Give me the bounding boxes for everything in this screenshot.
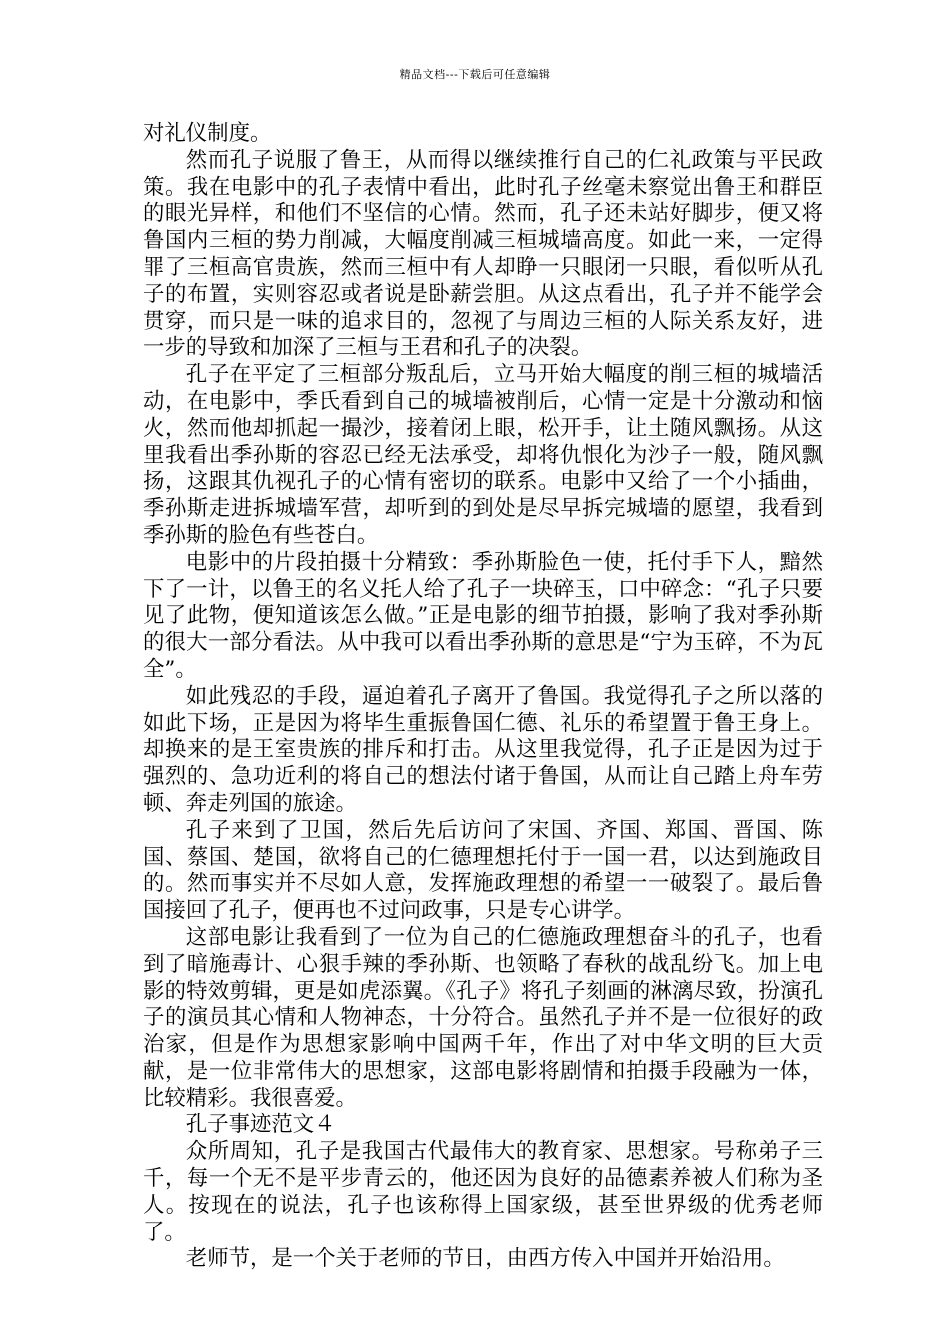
paragraph: 如此残忍的手段，逼迫着孔子离开了鲁国。我觉得孔子之所以落的如此下场，正是因为将毕生重振鲁国仁德、礼乐的希望置于鲁王身上。却换来的是王室贵族的排斥和打击。从这里我觉得，孔子正是因为过于强烈的、急功近利的将自己的想法付诸于鲁国，从而让自己踏上舟车劳顿、奔走列国的旅途。 <box>143 683 823 816</box>
paragraph: 众所周知，孔子是我国古代最伟大的教育家、思想家。号称弟子三千，每一个无不是平步青云的，他还因为良好的品德素养被人们称为圣人。按现在的说法，孔子也该称得上国家级，甚至世界级的优秀老师了。 <box>143 1139 823 1245</box>
paragraph: 电影中的片段拍摄十分精致：季孙斯脸色一使，托付手下人，黯然下了一计，以鲁王的名义托人给了孔子一块碎玉，口中碎念：“孔子只要见了此物，便知道该怎么做。”正是电影的细节拍摄，影响了我对季孙斯的很大一部分看法。从中我可以看出季孙斯的意思是“宁为玉碎，不为瓦全”。 <box>143 549 823 682</box>
paragraph: 这部电影让我看到了一位为自己的仁德施政理想奋斗的孔子，也看到了暗施毒计、心狠手辣的季孙斯、也领略了春秋的战乱纷飞。加上电影的特效剪辑，更是如虎添翼。《孔子》将孔子刻画的淋漓尽致，扮演孔子的演员其心情和人物神态，十分符合。虽然孔子并不是一位很好的政治家，但是作为思想家影响中国两千年，作出了对中华文明的巨大贡献，是一位非常伟大的思想家，这部电影将剧情和拍摄手段融为一体，比较精彩。我很喜爱。 <box>143 924 823 1111</box>
document-body <box>143 121 823 1273</box>
paragraph: 孔子来到了卫国，然后先后访问了宋国、齐国、郑国、晋国、陈国、蔡国、楚国，欲将自己的仁德理想托付于一国一君，以达到施政目的。然而事实并不尽如人意，发挥施政理想的希望一一破裂了。最后鲁国接回了孔子，便再也不过问政事，只是专心讲学。 <box>143 817 823 924</box>
paragraph-continuation: 对礼仪制度。 <box>143 121 272 146</box>
page-header: 精品文档---下载后可任意编辑 <box>399 68 551 81</box>
paragraph: 然而孔子说服了鲁王，从而得以继续推行自己的仁礼政策与平民政策。我在电影中的孔子表情中看出，此时孔子丝毫未察觉出鲁王和群臣的眼光异样，和他们不坚信的心情。然而，孔子还未站好脚步，便又将鲁国内三桓的势力削减，大幅度削减三桓城墙高度。如此一来，一定得罪了三桓高官贵族，然而三桓中有人却睁一只眼闭一只眼，看似听从孔子的布置，实则容忍或者说是卧薪尝胆。从这点看出，孔子并不能学会贯穿，而只是一味的追求目的，忽视了与周边三桓的人际关系友好，进一步的导致和加深了三桓与王君和孔子的决裂。 <box>143 147 823 361</box>
paragraph: 老师节，是一个关于老师的节日，由西方传入中国并开始沿用。 <box>185 1246 785 1272</box>
paragraph: 孔子在平定了三桓部分叛乱后，立马开始大幅度的削三桓的城墙活动，在电影中，季氏看到自己的城墙被削后，心情一定是十分激动和恼火，然而他却抓起一撮沙，接着闭上眼，松开手，让土随风飘扬。从这里我看出季孙斯的容忍已经无法承受，却将仇恨化为沙子一般，随风飘扬，这跟其仇视孔子的心情有密切的联系。电影中又给了一个小插曲，季孙斯走进拆城墙军营，却听到的到处是尽早拆完城墙的愿望，我看到季孙斯的脸色有些苍白。 <box>143 362 823 548</box>
section-heading: 孔子事迹范文４ <box>185 1112 336 1138</box>
